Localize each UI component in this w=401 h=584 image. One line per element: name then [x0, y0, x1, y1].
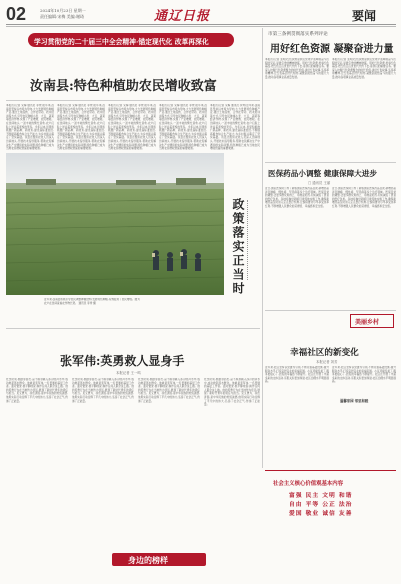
- vertical-tag-stars: [247, 200, 252, 280]
- right-divider: [262, 28, 263, 468]
- bottom-headline-rule: [6, 328, 260, 329]
- right-mid-headline: 医保药品小调整 健康保障大进步: [268, 169, 377, 178]
- right-low-tag: [350, 314, 394, 328]
- lead-body-col-1: 本报讯(记者 宋梅 通讯员 李秀)近年来,汝南县坚持以市场为导向,大力发展特色种植产业,通过土地流转、合作社带动、技术培训等方式,引导农民种植小麦、大豆、蔬菜等经济作物,实现了产业增效、农民增收。在田间地头,一派丰收的繁忙景象,农户们脸上洋溢着喜悦的笑容。今年以来,县里积极推广新品种、新技术,建设高标准农田,不断提高粮食综合生产能力,为乡村振兴奠定了坚实基础。该县还组织农技人员深入田间地头,开展技术指导服务,帮助农民解决生产中遇到的实际问题,特色种植已成为当地农民增收致富的重要渠道。: [6, 104, 54, 151]
- core-values-box: [265, 470, 396, 531]
- bottom-body-col-4: 危急时刻,他挺身而出,奋不顾身跳入冰冷的河水中,成功救起落水群众。他就是张军伟,一名普通的基层工作者。面对赞誉,他平静地说:换作任何人都会这么做。他的英勇行为在当地传为佳话,展现了新时代青年的责任与担当。见义勇为、扶危济困,是中华民族的传统美德,他用实际行动诠释了平凡中的伟大,弘扬了社会正气,传递了正能量。: [204, 378, 260, 407]
- role-model-banner-text: 身边的榜样: [128, 555, 168, 565]
- bottom-body-col-1: 危急时刻,他挺身而出,奋不顾身跳入冰冷的河水中,成功救起落水群众。他就是张军伟,一名普通的基层工作者。面对赞誉,他平静地说:换作任何人都会这么做。他的英勇行为在当地传为佳话,展现了新时代青年的责任与担当。见义勇为、扶危济困,是中华民族的传统美德,他用实际行动诠释了平凡中的伟大,弘扬了社会正气,传递了正能量。: [6, 378, 68, 403]
- core-values-row-1: 富强 民主 文明 和谐: [289, 493, 353, 499]
- right-top-body-col-1: 本报讯(记者 张明)红色资源是我们党艰辛而辉煌奋斗历程的见证,是最宝贵的精神财富。用好红色资源,传承红色基因,把红色江山世世代代传下去,是我们的重要任务。要深入挖掘红色资源蕴含的时代价值,讲好红色故事,弘扬革命精神,让红色基因代代相传,凝聚起团结奋斗的强大力量,推动各项事业高质量发展。: [265, 58, 329, 79]
- lead-body-col-2: 本报讯(记者 宋梅 通讯员 李秀)近年来,汝南县坚持以市场为导向,大力发展特色种植产业,通过土地流转、合作社带动、技术培训等方式,引导农民种植小麦、大豆、蔬菜等经济作物,实现了产业增效、农民增收。在田间地头,一派丰收的繁忙景象,农户们脸上洋溢着喜悦的笑容。今年以来,县里积极推广新品种、新技术,建设高标准农田,不断提高粮食综合生产能力,为乡村振兴奠定了坚实基础。该县还组织农技人员深入田间地头,开展技术指导服务,帮助农民解决生产中遇到的实际问题,特色种植已成为当地农民增收致富的重要渠道。: [57, 104, 105, 151]
- lead-body-col-3: 本报讯(记者 宋梅 通讯员 李秀)近年来,汝南县坚持以市场为导向,大力发展特色种植产业,通过土地流转、合作社带动、技术培训等方式,引导农民种植小麦、大豆、蔬菜等经济作物,实现了产业增效、农民增收。在田间地头,一派丰收的繁忙景象,农户们脸上洋溢着喜悦的笑容。今年以来,县里积极推广新品种、新技术,建设高标准农田,不断提高粮食综合生产能力,为乡村振兴奠定了坚实基础。该县还组织农技人员深入田间地头,开展技术指导服务,帮助农民解决生产中遇到的实际问题,特色种植已成为当地农民增收致富的重要渠道。: [108, 104, 156, 151]
- header-rule-thin: [6, 26, 396, 27]
- bottom-body-col-2: 危急时刻,他挺身而出,奋不顾身跳入冰冷的河水中,成功救起落水群众。他就是张军伟,一名普通的基层工作者。面对赞誉,他平静地说:换作任何人都会这么做。他的英勇行为在当地传为佳话,展现了新时代青年的责任与担当。见义勇为、扶危济困,是中华民族的传统美德,他用实际行动诠释了平凡中的伟大,弘扬了社会正气,传递了正能量。: [72, 378, 134, 403]
- right-mid-body-col-1: 近日,国家医保局公布了新版国家医保药品目录,新增药品涉及肿瘤、慢性病、罕见病等多个治疗领域。医保目录的调整,让更多群众用得上、用得起好药,切实减轻了患者的医疗负担。各地将做好新版目录落地实施工作,确保新增药品及时进入定点医疗机构,让参保群众尽早享受改革红利,不断增强人民群众的获得感、幸福感和安全感。: [265, 187, 329, 208]
- right-low-tag-text: 美丽乡村: [355, 319, 380, 326]
- right-mid-body-col-2: 近日,国家医保局公布了新版国家医保药品目录,新增药品涉及肿瘤、慢性病、罕见病等多个治疗领域。医保目录的调整,让更多群众用得上、用得起好药,切实减轻了患者的医疗负担。各地将做好新版目录落地实施工作,确保新增药品及时进入定点医疗机构,让参保群众尽早享受改革红利,不断增强人民群众的获得感、幸福感和安全感。: [332, 187, 396, 208]
- lead-headline: 汝南县:特色种植助农民增收致富: [30, 79, 217, 94]
- theme-banner-text: 学习贯彻党的二十届三中全会精神·锚定现代化 改革再深化: [34, 38, 209, 46]
- right-top-rule: [265, 162, 396, 163]
- lead-photo-caption: 近年来,汝南县积极引导农民调整种植结构,发展特色种植,有效促进了农民增收。图为农户在田间查看农作物长势。 通讯员 李秀 摄: [44, 298, 140, 305]
- masthead-logo: 通辽日报: [154, 9, 211, 24]
- section-label: 要闻: [352, 9, 377, 23]
- right-top-headline: 用好红色资源 凝聚奋进力量: [270, 44, 394, 55]
- date-line: 2024年10月23日 星期一: [40, 8, 86, 13]
- right-top-body-col-2: 本报讯(记者 张明)红色资源是我们党艰辛而辉煌奋斗历程的见证,是最宝贵的精神财富。用好红色资源,传承红色基因,把红色江山世世代代传下去,是我们的重要任务。要深入挖掘红色资源蕴含的时代价值,讲好红色故事,弘扬革命精神,让红色基因代代相传,凝聚起团结奋斗的强大力量,推动各项事业高质量发展。: [332, 58, 396, 79]
- bottom-headline: 张军伟:英勇救人显身手: [60, 354, 185, 368]
- page-number: 02: [6, 4, 27, 24]
- core-values-title: 社会主义核心价值观基本内容: [273, 481, 344, 487]
- core-values-row-2: 自由 平等 公正 法治: [289, 502, 353, 508]
- header-rule: [6, 24, 396, 25]
- right-low-byline: 本报记者 刘芳: [316, 360, 338, 364]
- bottom-body-col-3: 危急时刻,他挺身而出,奋不顾身跳入冰冷的河水中,成功救起落水群众。他就是张军伟,一名普通的基层工作者。面对赞誉,他平静地说:换作任何人都会这么做。他的英勇行为在当地传为佳话,展现了新时代青年的责任与担当。见义勇为、扶危济困,是中华民族的传统美德,他用实际行动诠释了平凡中的伟大,弘扬了社会正气,传递了正能量。: [138, 378, 200, 403]
- vertical-tag: 政策落实正当时: [231, 198, 245, 296]
- right-low-subhead: 温馨家园 邻里和睦: [340, 399, 369, 403]
- right-mid-rule: [265, 310, 396, 311]
- core-values-row-3: 爱国 敬业 诚信 友善: [289, 511, 353, 517]
- lead-body-col-4: 本报讯(记者 宋梅 通讯员 李秀)近年来,汝南县坚持以市场为导向,大力发展特色种植产业,通过土地流转、合作社带动、技术培训等方式,引导农民种植小麦、大豆、蔬菜等经济作物,实现了产业增效、农民增收。在田间地头,一派丰收的繁忙景象,农户们脸上洋溢着喜悦的笑容。今年以来,县里积极推广新品种、新技术,建设高标准农田,不断提高粮食综合生产能力,为乡村振兴奠定了坚实基础。该县还组织农技人员深入田间地头,开展技术指导服务,帮助农民解决生产中遇到的实际问题,特色种植已成为当地农民增收致富的重要渠道。: [159, 104, 207, 151]
- right-mid-byline: □ 通讯员 王丽: [308, 181, 331, 185]
- bottom-byline: 本报记者 王一鸣: [116, 371, 141, 375]
- right-low-body-col-1: 近年来,社区坚持以党建为引领,不断完善基础设施,提升服务水平,打造宜居宜业的幸福家园。小区环境变美了,服务更贴心了,居民的幸福感不断提升。社区还开展了丰富多彩的文体活动,邻里关系更加和谐,社区治理水平明显提高。: [265, 366, 329, 384]
- right-low-headline: 幸福社区的新变化: [290, 348, 359, 358]
- lead-photo: [6, 153, 224, 295]
- right-low-body-col-2: 近年来,社区坚持以党建为引领,不断完善基础设施,提升服务水平,打造宜居宜业的幸福家园。小区环境变美了,服务更贴心了,居民的幸福感不断提升。社区还开展了丰富多彩的文体活动,邻里关系更加和谐,社区治理水平明显提高。: [332, 366, 396, 384]
- lead-headline-rule: [6, 100, 260, 101]
- editor-line: 责任编辑:宋梅 美编:谢琦: [40, 14, 84, 19]
- right-top-kicker: 市第三条例贯彻落实系列评论: [268, 32, 328, 37]
- lead-body-col-5: 本报讯(记者 宋梅 通讯员 李秀)近年来,汝南县坚持以市场为导向,大力发展特色种植产业,通过土地流转、合作社带动、技术培训等方式,引导农民种植小麦、大豆、蔬菜等经济作物,实现了产业增效、农民增收。在田间地头,一派丰收的繁忙景象,农户们脸上洋溢着喜悦的笑容。今年以来,县里积极推广新品种、新技术,建设高标准农田,不断提高粮食综合生产能力,为乡村振兴奠定了坚实基础。该县还组织农技人员深入田间地头,开展技术指导服务,帮助农民解决生产中遇到的实际问题,特色种植已成为当地农民增收致富的重要渠道。: [210, 104, 260, 151]
- page-header: [6, 4, 396, 24]
